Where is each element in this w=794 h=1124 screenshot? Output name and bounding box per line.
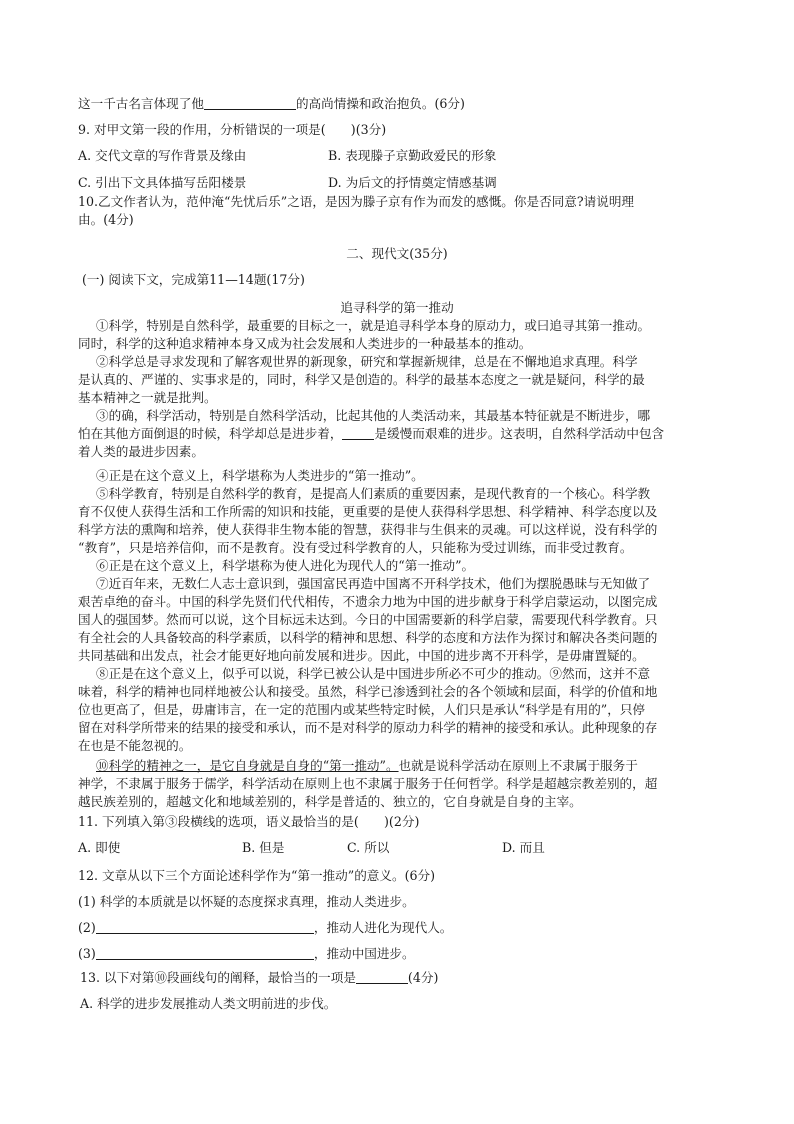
q11-stem: 11. 下列填入第③段横线的选项，语义最恰当的是( )(2分) (78, 814, 420, 829)
paragraph-8-line-2: 味着，科学的精神也同样地被公认和接受。虽然，科学已渗透到社会的各个领域和层面，科学的价值和地 (78, 684, 658, 699)
q9-option-d[interactable]: D. 为后文的抒情奠定情感基调 (328, 175, 497, 190)
q12-item-1: (1) 科学的本质就是以怀疑的态度探求真理，推动人类进步。 (78, 894, 415, 909)
q11-option-d[interactable]: D. 而且 (502, 840, 545, 855)
q12-item-2 (78, 920, 452, 936)
q12-item-2-label: (2) (78, 920, 96, 935)
paragraph-5-line-3: 科学方法的熏陶和培养，使人获得非生物本能的智慧，获得非与生俱来的灵魂。可以这样说，没有科学的 (78, 522, 658, 537)
q8-text-before-blank: 这一千古名言体现了他 (78, 96, 204, 111)
paragraph-3-line-2 (78, 426, 664, 442)
paragraph-8-line-3: 位也更高了，但是，毋庸讳言，在一定的范围内或某些特定时候，人们只是承认“科学是有用的”，只停 (78, 702, 646, 717)
paragraph-2-line-1: ②科学总是寻求发现和了解客观世界的新现象，研究和掌握新规律，总是在不懈地追求真理。科学 (96, 354, 638, 369)
paragraph-10-line-2: 神学，不隶属于服务于儒学，科学活动在原则上也不隶属于服务于任何哲学。科学是超越宗教差别的，超 (78, 776, 658, 791)
q8-text-after-blank: 的高尚情操和政治抱负。(6分) (295, 96, 465, 111)
paragraph-7-line-4: 有全社会的人具备较高的科学素质，以科学的精神和思想、科学的态度和方法作为探讨和解决各类问题的 (78, 630, 658, 645)
paragraph-7-line-2: 艰苦卓绝的奋斗。中国的科学先贤们代代相传，不遗余力地为中国的进步献身于科学启蒙运动，以图完成 (78, 594, 658, 609)
section-instruction: (一) 阅读下文，完成第11—14题(17分) (82, 272, 305, 287)
q8-answer-blank[interactable] (204, 97, 296, 110)
paragraph-5-line-4: “教育”，只是培养信仰，而不是教育。没有受过科学教育的人，只能称为受过训练，而非受过教育。 (78, 540, 633, 555)
q12-item-3-blank[interactable] (96, 947, 314, 960)
paragraph-5-line-2: 育不仅使人获得生活和工作所需的知识和技能，更重要的是使人获得科学思想、科学精神、科学态度以及 (78, 504, 658, 519)
q13-stem (80, 970, 438, 986)
q12-stem: 12. 文章从以下三个方面论述科学作为“第一推动”的意义。(6分) (78, 868, 435, 883)
paragraph-3-blank[interactable] (342, 427, 374, 440)
paragraph-8-line-4: 留在对科学所带来的结果的接受和承认，而不是对科学的原动力科学的精神的接受和承认。此种现象的存 (78, 720, 658, 735)
q10-line-2: 由。(4分) (78, 212, 134, 227)
section-title: 二、现代文(35分) (346, 246, 448, 261)
q12-item-2-text: ，推动人进化为现代人。 (313, 920, 453, 935)
q13-answer-blank[interactable] (356, 971, 408, 984)
paragraph-2-line-3: 基本精神之一就是批判。 (78, 390, 217, 405)
paragraph-5-line-1: ⑤科学教育，特别是自然科学的教育，是提高人们素质的重要因素，是现代教育的一个核心。科学教 (96, 486, 651, 501)
q12-item-2-blank[interactable] (96, 921, 314, 934)
paragraph-1-line-1: ①科学，特别是自然科学，最重要的目标之一，就是追寻科学本身的原动力，或曰追寻其第一推动。 (96, 318, 651, 333)
article-title: 追寻科学的第一推动 (340, 300, 454, 315)
paragraph-10-underlined-sentence: ⑩科学的精神之一，是它自身就是自身的“第一推动”。 (96, 758, 399, 773)
paragraph-3-line-2-before: 怕在其他方面倒退的时候，科学却总是进步着， (78, 426, 343, 441)
paragraph-7-line-5: 共同基础和出发点，社会才能更好地向前发展和进步。因此，中国的进步离不开科学，是毋庸置疑的。 (78, 648, 645, 663)
paragraph-3-line-3: 着人类的最进步因素。 (78, 444, 204, 459)
paragraph-7-line-3: 国人的强国梦。然而可以说，这个目标远未达到。今日的中国需要新的科学启蒙，需要现代科学教育。只 (78, 612, 658, 627)
q11-option-b[interactable]: B. 但是 (242, 840, 285, 855)
q12-item-3 (78, 946, 415, 962)
q11-option-a[interactable]: A. 即使 (78, 840, 121, 855)
paragraph-3-line-1: ③的确，科学活动，特别是自然科学活动，比起其他的人类活动来，其最基本特征就是不断进步，哪 (96, 408, 651, 423)
q11-option-c[interactable]: C. 所以 (347, 840, 390, 855)
paragraph-10-line-1-rest: 也就是说科学活动在原则上不隶属于服务于 (398, 758, 638, 773)
q10-line-1: 10.乙文作者认为，范仲淹“先忧后乐”之语，是因为滕子京有作为而发的感慨。你是否同意?请说明理 (78, 194, 635, 209)
q9-option-a[interactable]: A. 交代文章的写作背景及缘由 (78, 148, 247, 163)
paragraph-10-line-3: 越民族差别的，超越文化和地域差别的，科学是普适的、独立的，它自身就是自身的主宰。 (78, 794, 582, 809)
paragraph-7-line-1: ⑦近百年来，无数仁人志士意识到，强国富民再造中国离不开科学技术，他们为摆脱愚昧与无知做了 (96, 576, 651, 591)
paragraph-8-line-1: ⑧正是在这个意义上，似乎可以说，科学已被公认是中国进步所必不可少的推动。⑨然而，这并不意 (96, 666, 651, 681)
question-8-tail (78, 96, 465, 112)
q9-option-b[interactable]: B. 表现滕子京勤政爱民的形象 (328, 148, 497, 163)
q12-item-3-text: ，推动中国进步。 (313, 946, 415, 961)
paragraph-3-line-2-after: 是缓慢而艰难的进步。这表明，自然科学活动中包含 (374, 426, 665, 441)
paragraph-8-line-5: 在也是不能忽视的。 (78, 738, 192, 753)
q12-item-3-label: (3) (78, 946, 96, 961)
paragraph-6: ⑥正是在这个意义上，科学堪称为使人进化为现代人的“第一推动”。 (96, 558, 475, 573)
paragraph-2-line-2: 是认真的、严谨的、实事求是的，同时，科学又是创造的。科学的最基本态度之一就是疑问，科学的最 (78, 372, 645, 387)
q9-option-c[interactable]: C. 引出下文具体描写岳阳楼景 (78, 175, 247, 190)
q13-points: (4分) (407, 970, 439, 985)
paragraph-10-line-1 (96, 758, 638, 774)
q13-stem-text: 13. 以下对第⑩段画线句的阐释，最恰当的一项是 (80, 970, 356, 985)
paragraph-1-line-2: 同时，科学的这种追求精神本身又成为社会发展和人类进步的一种最基本的推动。 (78, 336, 532, 351)
q13-option-a[interactable]: A. 科学的进步发展推动人类文明前进的步伐。 (80, 996, 337, 1011)
paragraph-4: ④正是在这个意义上，科学堪称为人类进步的“第一推动”。 (96, 468, 424, 483)
q9-stem: 9. 对甲文第一段的作用，分析错误的一项是( )(3分) (78, 122, 387, 137)
